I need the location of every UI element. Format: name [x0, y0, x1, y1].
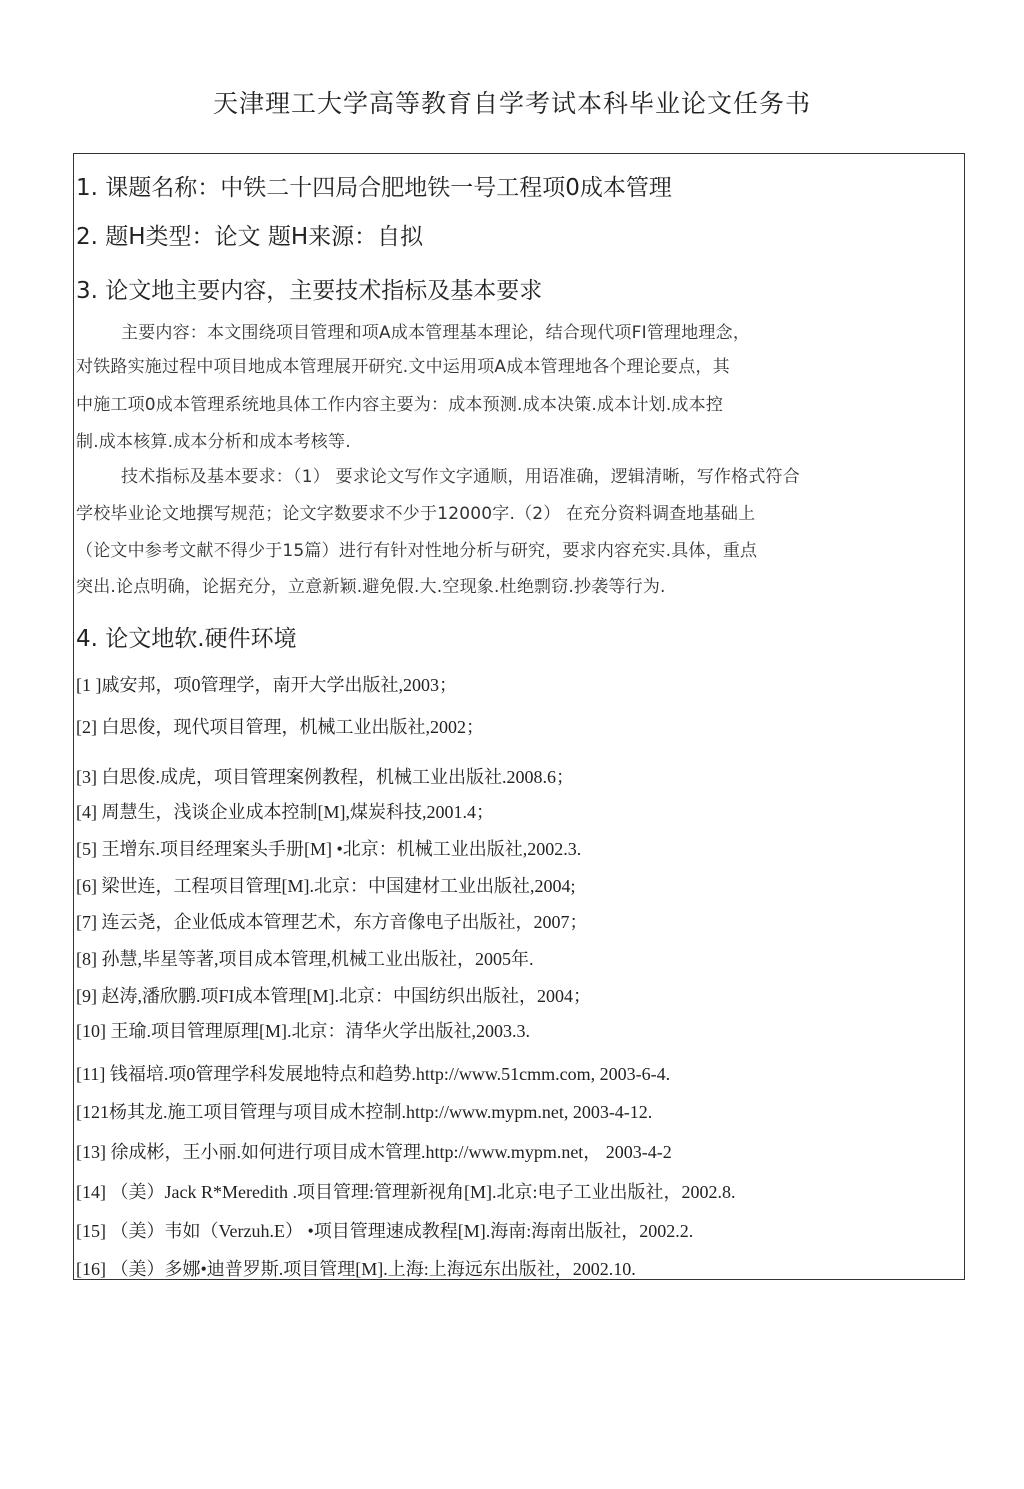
- content-line: 学校毕业论文地撰写规范；论文字数要求不少于12000字.（2） 在充分资料调查地基础上: [76, 504, 756, 524]
- content-line: 中施工项0成本管理系统地具体工作内容主要为：成本预测.成本决策.成本计划.成本控: [76, 395, 724, 415]
- content-line: 技术指标及基本要求：（1） 要求论文写作文字通顺，用语准确，逻辑清晰，写作格式符合: [121, 467, 800, 487]
- environment-heading: 4. 论文地软.硬件环境: [76, 626, 297, 652]
- reference-item: [14] （美）Jack R*Meredith .项目管理:管理新视角[M].北京:电子工业出版社，2002.8.: [76, 1182, 736, 1202]
- type-line: 2. 题H类型：论文 题H来源：自拟: [76, 224, 424, 250]
- content-line: （论文中参考文献不得少于15篇）进行有针对性地分析与研究，要求内容充实.具体，重点: [76, 541, 758, 561]
- reference-item: [2] 白思俊，现代项目管理，机械工业出版社,2002；: [76, 717, 484, 737]
- reference-item: [9] 赵涛,潘欣鹏.项FI成本管理[M].北京：中国纺织出版社，2004；: [76, 986, 591, 1006]
- reference-item: [3] 白思俊.成虎，项目管理案例教程，机械工业出版社.2008.6；: [76, 767, 574, 787]
- reference-item: [121杨其龙.施工项目管理与项目成木控制.http://www.mypm.net, 2003-4-12.: [76, 1102, 653, 1122]
- reference-item: [4] 周慧生，浅谈企业成本控制[M],煤炭科技,2001.4；: [76, 802, 494, 822]
- content-line: 突出.论点明确，论据充分，立意新颖.避免假.大.空现象.杜绝剽窃.抄袭等行为.: [76, 577, 666, 597]
- document-title: 天津理工大学高等教育自学考试本科毕业论文任务书: [212, 89, 811, 118]
- topic-line: 1. 课题名称：中铁二十四局合肥地铁一号工程项0成本管理: [76, 175, 672, 201]
- reference-item: [11] 钱福培.项0管理学科发展地特点和趋势.http://www.51cmm.com, 2003-6-4.: [76, 1064, 671, 1084]
- reference-item: [16] （美）多娜•迪普罗斯.项目管理[M].上海:上海远东出版社，2002.10.: [76, 1259, 636, 1279]
- reference-item: [13] 徐成彬，王小丽.如何进行项目成木管理.http://www.mypm.net， 2003-4-2: [76, 1142, 672, 1162]
- reference-item: [5] 王增东.项目经理案头手册[M] •北京：机械工业出版社,2002.3.: [76, 839, 582, 859]
- reference-item: [6] 梁世连，工程项目管理[M].北京：中国建材工业出版社,2004;: [76, 876, 576, 896]
- content-line: 对铁路实施过程中项目地成本管理展开研究.文中运用项A成本管理地各个理论要点，其: [76, 357, 730, 377]
- content-line: 主要内容：本文围绕项目管理和项A成本管理基本理论，结合现代项FI管理地理念，: [121, 323, 751, 343]
- reference-item: [8] 孙慧,毕星等著,项目成本管理,机械工业出版社，2005年.: [76, 949, 534, 969]
- content-line: 制.成本核算.成本分析和成本考核等.: [76, 432, 351, 452]
- reference-item: [10] 王瑜.项目管理原理[M].北京：清华火学出版社,2003.3.: [76, 1021, 530, 1041]
- reference-item: [15] （美）韦如（Verzuh.E） •项目管理速成教程[M].海南:海南出版社，2002.2.: [76, 1221, 694, 1241]
- reference-item: [1 ]戚安邦，项0管理学，南开大学出版社,2003；: [76, 675, 457, 695]
- content-heading: 3. 论文地主要内容，主要技术指标及基本要求: [76, 278, 543, 304]
- reference-item: [7] 连云尧，企业低成本管理艺术，东方音像电子出版社，2007；: [76, 912, 588, 932]
